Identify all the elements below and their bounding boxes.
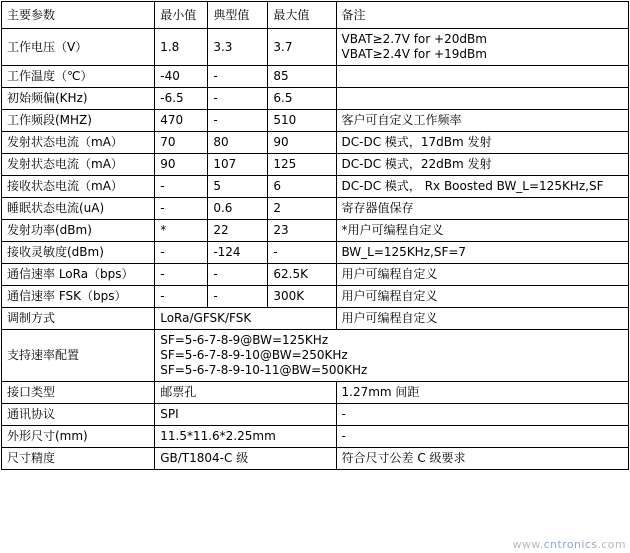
param-value: SPI <box>155 404 336 426</box>
column-header-parameter: 主要参数 <box>2 2 155 29</box>
table-row-modulation <box>2 308 629 330</box>
param-min: - <box>155 286 208 308</box>
param-name: 工作频段(MHZ) <box>2 110 155 132</box>
param-typ: 5 <box>208 176 268 198</box>
param-typ: 3.3 <box>208 29 268 66</box>
param-min: - <box>155 176 208 198</box>
param-typ: - <box>208 264 268 286</box>
param-note: 寄存器值保存 <box>336 198 629 220</box>
param-typ: 107 <box>208 154 268 176</box>
param-name: 通信速率 LoRa（bps） <box>2 264 155 286</box>
param-max: 6 <box>268 176 336 198</box>
param-max: 23 <box>268 220 336 242</box>
param-value: LoRa/GFSK/FSK <box>155 308 336 330</box>
watermark <box>513 538 626 551</box>
param-note: 客户可自定义工作频率 <box>336 110 629 132</box>
param-name: 发射状态电流（mA） <box>2 132 155 154</box>
param-name: 工作温度（℃） <box>2 66 155 88</box>
rate-line: SF=5-6-7-8-9-10-11@BW=500KHz <box>160 363 368 377</box>
param-name: 接收灵敏度(dBm) <box>2 242 155 264</box>
table-row <box>2 132 629 154</box>
param-note: BW_L=125KHz,SF=7 <box>336 242 629 264</box>
param-name: 接收状态电流（mA） <box>2 176 155 198</box>
param-note: DC-DC 模式，22dBm 发射 <box>336 154 629 176</box>
param-max: 6.5 <box>268 88 336 110</box>
specifications-table <box>1 1 629 470</box>
param-typ: 80 <box>208 132 268 154</box>
column-header-max: 最大值 <box>268 2 336 29</box>
param-name: 发射功率(dBm) <box>2 220 155 242</box>
param-note: *用户可编程自定义 <box>336 220 629 242</box>
param-max: 300K <box>268 286 336 308</box>
param-min: - <box>155 242 208 264</box>
param-name: 接口类型 <box>2 382 155 404</box>
table-row <box>2 286 629 308</box>
param-name: 调制方式 <box>2 308 155 330</box>
param-max: 3.7 <box>268 29 336 66</box>
param-name: 初始频偏(KHz) <box>2 88 155 110</box>
param-max: 125 <box>268 154 336 176</box>
param-note: DC-DC 模式，17dBm 发射 <box>336 132 629 154</box>
param-typ: - <box>208 66 268 88</box>
param-typ: - <box>208 88 268 110</box>
table-row <box>2 198 629 220</box>
param-name: 睡眠状态电流(uA) <box>2 198 155 220</box>
table-row-rate-config <box>2 330 629 382</box>
param-name: 尺寸精度 <box>2 448 155 470</box>
param-typ: - <box>208 110 268 132</box>
param-min: - <box>155 264 208 286</box>
param-max: - <box>268 242 336 264</box>
param-name: 支持速率配置 <box>2 330 155 382</box>
table-row <box>2 110 629 132</box>
param-note: - <box>336 426 629 448</box>
table-row <box>2 66 629 88</box>
param-min: 470 <box>155 110 208 132</box>
param-note: 用户可编程自定义 <box>336 264 629 286</box>
param-value: 邮票孔 <box>155 382 336 404</box>
param-note: 1.27mm 间距 <box>336 382 629 404</box>
param-min: -40 <box>155 66 208 88</box>
column-header-min: 最小值 <box>155 2 208 29</box>
table-row <box>2 382 629 404</box>
table-row <box>2 29 629 66</box>
table-row <box>2 404 629 426</box>
param-name: 外形尺寸(mm) <box>2 426 155 448</box>
rate-line: SF=5-6-7-8-9-10@BW=250KHz <box>160 348 348 362</box>
param-typ: 0.6 <box>208 198 268 220</box>
note-line: VBAT≥2.4V for +19dBm <box>341 47 487 61</box>
param-name: 发射状态电流（mA） <box>2 154 155 176</box>
param-min: * <box>155 220 208 242</box>
table-row <box>2 176 629 198</box>
param-value <box>155 330 629 382</box>
param-typ: - <box>208 286 268 308</box>
param-typ: -124 <box>208 242 268 264</box>
param-max: 2 <box>268 198 336 220</box>
param-min: -6.5 <box>155 88 208 110</box>
watermark-brand: cntronics <box>543 538 598 551</box>
param-note: DC-DC 模式， Rx Boosted BW_L=125KHz,SF <box>336 176 629 198</box>
param-min: 70 <box>155 132 208 154</box>
param-max: 90 <box>268 132 336 154</box>
param-name: 通信速率 FSK（bps） <box>2 286 155 308</box>
param-name: 通讯协议 <box>2 404 155 426</box>
column-header-typ: 典型值 <box>208 2 268 29</box>
table-row <box>2 242 629 264</box>
table-row <box>2 220 629 242</box>
param-value: 11.5*11.6*2.25mm <box>155 426 336 448</box>
param-value: GB/T1804-C 级 <box>155 448 336 470</box>
table-row <box>2 426 629 448</box>
watermark-prefix: www. <box>512 538 544 551</box>
table-row <box>2 88 629 110</box>
param-note: 用户可编程自定义 <box>336 308 629 330</box>
param-note: 用户可编程自定义 <box>336 286 629 308</box>
column-header-note: 备注 <box>336 2 629 29</box>
param-max: 510 <box>268 110 336 132</box>
rate-line: SF=5-6-7-8-9@BW=125KHz <box>160 333 329 347</box>
table-row <box>2 448 629 470</box>
param-max: 85 <box>268 66 336 88</box>
param-note <box>336 29 629 66</box>
param-min: 1.8 <box>155 29 208 66</box>
param-note <box>336 66 629 88</box>
param-max: 62.5K <box>268 264 336 286</box>
param-typ: 22 <box>208 220 268 242</box>
param-min: 90 <box>155 154 208 176</box>
param-note: - <box>336 404 629 426</box>
param-note <box>336 88 629 110</box>
table-row <box>2 264 629 286</box>
param-min: - <box>155 198 208 220</box>
table-row <box>2 154 629 176</box>
param-note: 符合尺寸公差 C 级要求 <box>336 448 629 470</box>
param-name: 工作电压（V） <box>2 29 155 66</box>
watermark-suffix: .com <box>597 538 626 551</box>
table-header-row <box>2 2 629 29</box>
note-line: VBAT≥2.7V for +20dBm <box>341 32 487 46</box>
